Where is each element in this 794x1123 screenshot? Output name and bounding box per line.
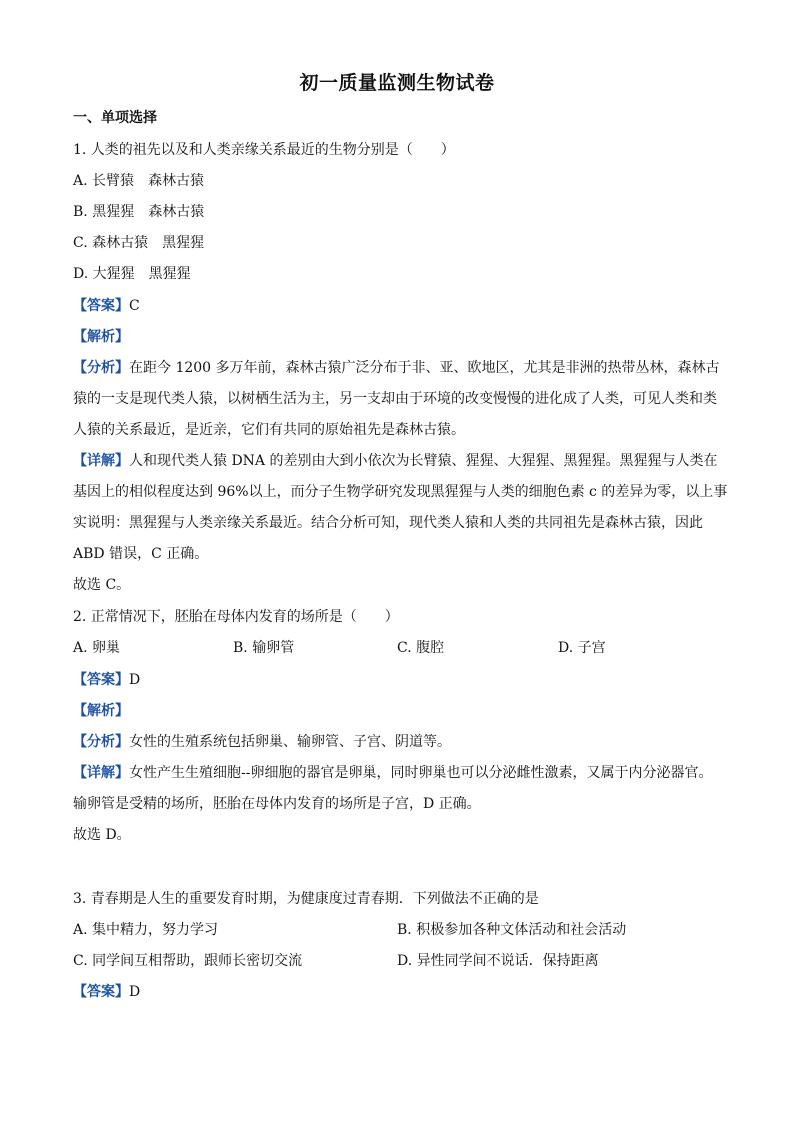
xiangjie-tag: 【详解】 [73, 453, 129, 469]
question-2-conclusion: 故选 D。 [73, 827, 131, 843]
question-3-stem: 3. 青春期是人生的重要发育时期，为健康度过青春期．下列做法不正确的是 [73, 891, 539, 907]
question-1-option-a: A. 长臂猿 森林古猿 [73, 173, 205, 189]
question-1-analysis-heading: 【解析】 [73, 329, 129, 345]
fenxi-text: 在距今 1200 多万年前，森林古猿广泛分布于非、亚、欧地区，尤其是非洲的热带丛林，森林古 [129, 360, 720, 376]
answer-value: C [129, 298, 140, 314]
xiangjie-tag: 【详解】 [73, 765, 129, 781]
question-1-option-d: D. 大猩猩 黑猩猩 [73, 266, 191, 282]
page-title: 初一质量监测生物试卷 [299, 72, 495, 94]
question-2-option-a: A. 卵巢 [73, 640, 121, 656]
question-2-fenxi-line-1 [73, 732, 451, 752]
question-1-xiangjie-line-4: ABD 错误，C 正确。 [73, 546, 209, 562]
question-1-stem: 1. 人类的祖先以及和人类亲缘关系最近的生物分别是（ ） [73, 142, 455, 158]
question-2-xiangjie-line-1 [73, 763, 712, 783]
question-1-fenxi-line-2: 猿的一支是现代类人猿，以树栖生活为主，另一支却由于环境的改变慢慢的进化成了人类，可见人类和类 [73, 391, 717, 407]
question-1-option-b: B. 黑猩猩 森林古猿 [73, 204, 205, 220]
answer-tag: 【答案】 [73, 672, 129, 688]
fenxi-tag: 【分析】 [73, 360, 129, 376]
question-2-analysis-heading: 【解析】 [73, 703, 129, 719]
question-3-option-b: B. 积极参加各种文体活动和社会活动 [397, 922, 627, 938]
answer-tag: 【答案】 [73, 984, 129, 1000]
question-3-option-c: C. 同学间互相帮助，跟师长密切交流 [73, 953, 303, 969]
question-2-option-b: B. 输卵管 [233, 640, 295, 656]
question-1-xiangjie-line-1 [73, 451, 717, 471]
question-3-answer [73, 982, 140, 1002]
question-3-option-d: D. 异性同学间不说话．保持距离 [397, 953, 599, 969]
question-1-xiangjie-line-2: 基因上的相似程度达到 96%以上，而分子生物学研究发现黑猩猩与人类的细胞色素 c 的差异为零，以上事 [73, 484, 728, 500]
question-1-fenxi-line-3: 人猿的关系最近，是近亲，它们有共同的原始祖先是森林古猿。 [73, 422, 465, 438]
question-3-options-row-1 [73, 920, 723, 940]
fenxi-text: 女性的生殖系统包括卵巢、输卵管、子宫、阴道等。 [129, 734, 451, 750]
question-2-options [73, 638, 723, 658]
question-2-stem: 2. 正常情况下，胚胎在母体内发育的场所是（ ） [73, 609, 399, 625]
question-2-answer [73, 670, 140, 690]
question-1-answer [73, 296, 140, 316]
question-3-option-a: A. 集中精力，努力学习 [73, 922, 219, 938]
question-2-xiangjie-line-2: 输卵管是受精的场所，胚胎在母体内发育的场所是子宫，D 正确。 [73, 796, 481, 812]
question-1-option-c: C. 森林古猿 黑猩猩 [73, 235, 205, 251]
question-2-option-d: D. 子宫 [558, 640, 606, 656]
question-1-fenxi-line-1 [73, 358, 720, 378]
question-1-xiangjie-line-3: 实说明：黑猩猩与人类亲缘关系最近。结合分析可知，现代类人猿和人类的共同祖先是森林古猿，因此 [73, 515, 703, 531]
xiangjie-text: 人和现代类人猿 DNA 的差别由大到小依次为长臂猿、猩猩、大猩猩、黑猩猩。黑猩猩与人类在 [129, 453, 718, 469]
question-2-option-c: C. 腹腔 [397, 640, 445, 656]
answer-tag: 【答案】 [73, 298, 129, 314]
section-heading: 一、单项选择 [73, 110, 157, 126]
answer-value: D [129, 984, 141, 1000]
fenxi-tag: 【分析】 [73, 734, 129, 750]
question-3-options-row-2 [73, 951, 723, 971]
xiangjie-text: 女性产生生殖细胞--卵细胞的器官是卵巢，同时卵巢也可以分泌雌性激素，又属于内分泌器官。 [129, 765, 713, 781]
answer-value: D [129, 672, 141, 688]
question-1-conclusion: 故选 C。 [73, 577, 131, 593]
